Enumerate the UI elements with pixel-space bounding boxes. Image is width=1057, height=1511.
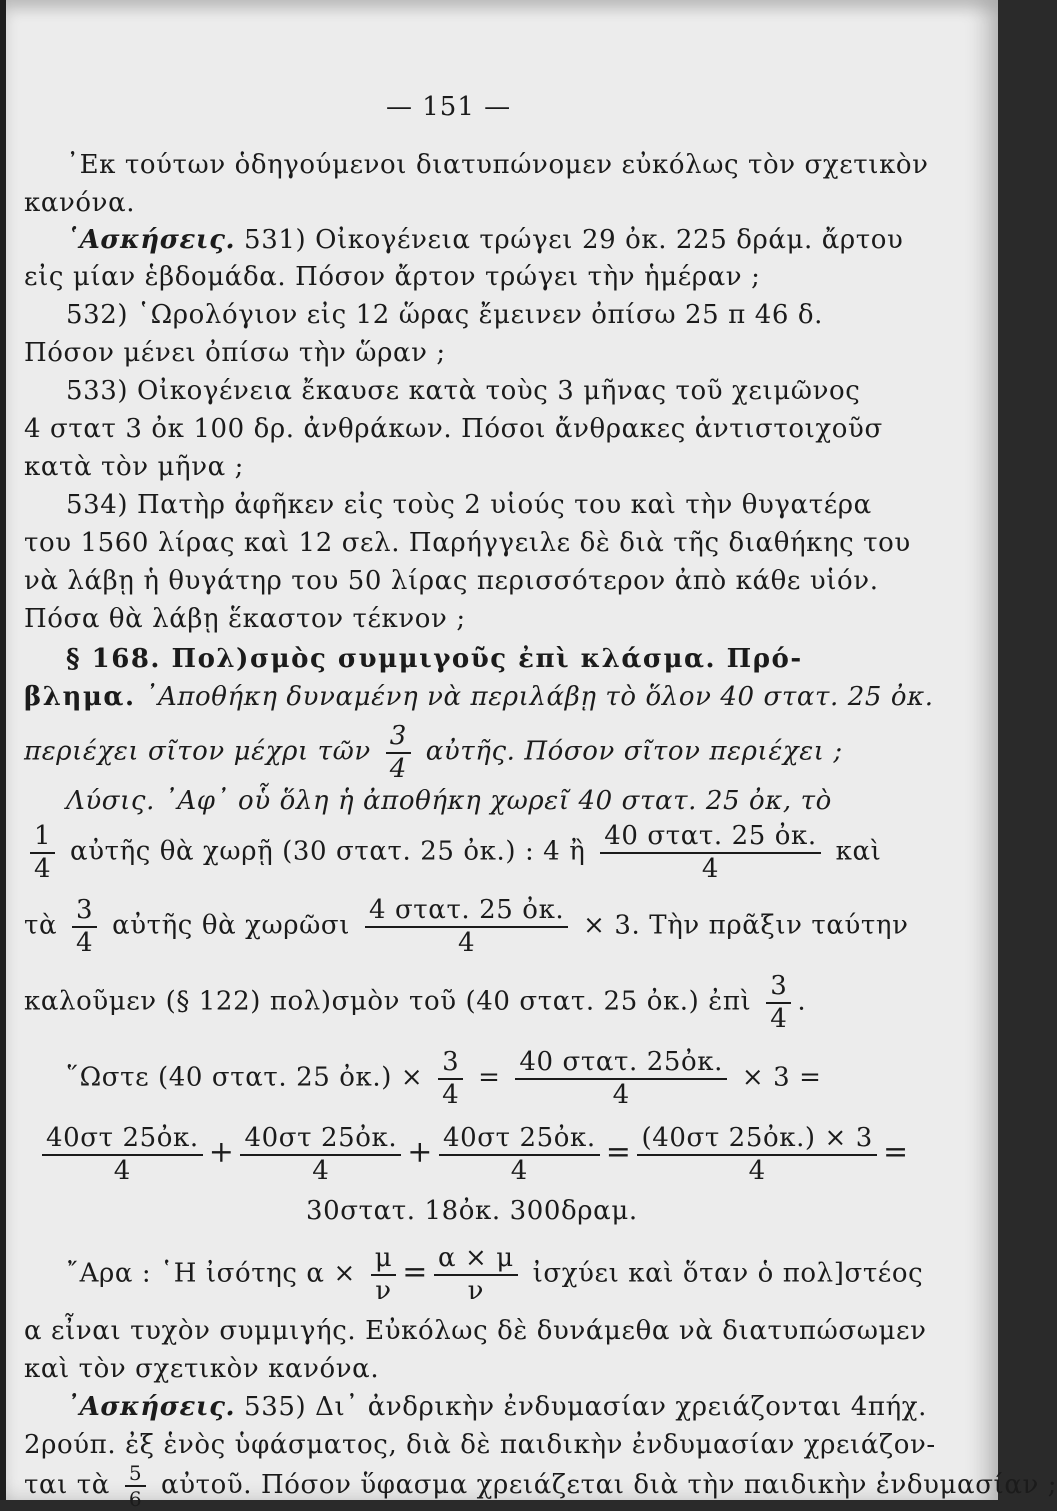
text-line: Πόσον μένει ὀπίσω τὴν ὥραν ; [24,338,446,368]
problem-line: βλημα. ᾿Αποθήκη δυναμένη νὰ περιλάβῃ τὸ ὅλον 40 στατ. 25 ὀκ. [24,682,934,712]
text-line: του 1560 λίρας καὶ 12 σελ. Παρήγγειλε δὲ διὰ τῆς διαθήκης του [24,528,911,558]
book-page [6,0,1057,1511]
fraction: $\frac{\text{40στ 25ὀκ.}}{4}$ [439,1124,600,1185]
fraction: $\frac{1}{4}$ [30,822,55,883]
equation-line: $\frac{\text{40στ 25ὀκ.}}{4}$ + $\frac{\text{40στ 25ὀκ.}}{4}$ + $\frac{\text{40στ 25ὀκ.}}{4}$ = $\frac{\text{(40στ 25ὀκ.) × 3}}{4}$ = [36,1124,909,1185]
text-line: ᾿Εκ τούτων ὁδηγούμενοι διατυπώνομεν εὐκόλως τὸν σχετικὸν [66,150,929,180]
fraction: $\frac{\mu}{\nu}$ [371,1244,397,1305]
exercise-line: ῾Ασκήσεις. 531) Οἰκογένεια τρώγει 29 ὀκ. 225 δράμ. ἄρτου [66,225,904,255]
fraction: $\frac{\text{40 στατ. 25 ὀκ.}}{4}$ [600,822,820,883]
text-line: α εἶναι τυχὸν συμμιγής. Εὐκόλως δὲ δυνάμεθα νὰ διατυπώσωμεν [24,1316,927,1346]
result-line: 30στατ. 18ὀκ. 300δραμ. [306,1196,638,1226]
equation-line: ῞Ωστε (40 στατ. 25 ὀκ.) × $\frac{3}{4}$ = $\frac{\text{40 στατ. 25ὀκ.}}{4}$ × 3 = [66,1047,822,1110]
exercises-label: ῾Ασκήσεις. [66,225,236,255]
text-line: κατὰ τὸν μῆνα ; [24,452,244,482]
solution-line: $\frac{1}{4}$ αὐτῆς θὰ χωρῇ (30 στατ. 25 ὀκ.) : 4 ἢ $\frac{\text{40 στατ. 25 ὀκ.}}{4}$ καὶ [24,822,881,883]
page-number: — 151 — [386,92,512,122]
fraction: $\frac{3}{4}$ [766,972,791,1033]
exercises-label: ᾿Ασκήσεις. [66,1392,236,1422]
section-heading: § 168. Πολ)σμὸς συμμιγοῦς ἐπὶ κλάσμα. Πρό- [66,644,803,674]
fraction: $\frac{3}{4}$ [386,722,411,783]
text-line: 534) Πατὴρ ἀφῆκεν εἰς τοὺς 2 υἱούς του καὶ τὴν θυγατέρα [66,490,872,520]
fraction: $\frac{3}{4}$ [438,1048,463,1109]
solution-line: καλοῦμεν (§ 122) πολ)σμὸν τοῦ (40 στατ. 25 ὀκ.) ἐπὶ $\frac{3}{4}$ . [24,971,807,1034]
text-line: 533) Οἰκογένεια ἔκαυσε κατὰ τοὺς 3 μῆνας τοῦ χειμῶνος [66,376,861,406]
fraction: $\frac{\text{40στ 25ὀκ.}}{4}$ [42,1124,203,1185]
text-line: καὶ τὸν σχετικὸν κανόνα. [24,1354,380,1384]
text-line: 4 στατ 3 ὀκ 100 δρ. ἀνθράκων. Πόσοι ἄνθρακες ἀντιστοιχοῦσ [24,414,883,444]
text-line: Πόσα θὰ λάβῃ ἕκαστον τέκνον ; [24,604,466,634]
fraction: $\frac{\text{40 στατ. 25ὀκ.}}{4}$ [515,1048,727,1109]
text-line: εἰς μίαν ἑβδομάδα. Πόσον ἄρτον τρώγει τὴν ἡμέραν ; [24,262,761,292]
fraction: $\frac{\text{40στ 25ὀκ.}}{4}$ [240,1124,401,1185]
text-line: ται τὰ $\frac{5}{6}$ αὐτοῦ. Πόσον ὕφασμα χρειάζεται διὰ τὴν παιδικὴν ἐνδυμασίαν ; [24,1461,1057,1511]
text-line: νὰ λάβῃ ἡ θυγάτηρ του 50 λίρας περισσότερον ἀπὸ κάθε υἱόν. [24,566,879,596]
fraction: $\frac{5}{6}$ [125,1462,146,1510]
fraction: $\frac{\text{(40στ 25ὀκ.) × 3}}{4}$ [637,1124,876,1185]
exercise-line: ᾿Ασκήσεις. 535) Δι᾿ ἀνδρικὴν ἐνδυμασίαν χρειάζονται 4πήχ. [66,1392,927,1422]
fraction: $\frac{\alpha \times \mu}{\nu}$ [434,1244,518,1305]
text-line: 532) ῾Ωρολόγιον εἰς 12 ὥρας ἔμεινεν ὀπίσω 25 π 46 δ. [66,300,824,330]
solution-line: Λύσις. ᾿Αφ᾿ οὗ ὅλη ἡ ἀποθήκη χωρεῖ 40 στατ. 25 ὀκ, τὸ [66,786,832,816]
text-line: 2ρούπ. ἐξ ἑνὸς ὑφάσματος, διὰ δὲ παιδικὴν ἐνδυμασίαν χρειάζον- [24,1430,936,1460]
problem-line: περιέχει σῖτον μέχρι τῶν $\frac{3}{4}$ αὐτῆς. Πόσον σῖτον περιέχει ; [24,721,843,784]
solution-line: ῎Αρα : ῾Η ἰσότης α × $\frac{\mu}{\nu}$ = $\frac{\alpha \times \mu}{\nu}$ ἰσχύει καὶ ὅταν ὁ πολ]στέος [66,1243,924,1306]
fraction: $\frac{\text{4 στατ. 25 ὀκ.}}{4}$ [365,896,568,957]
text-line: κανόνα. [24,188,136,218]
solution-line: τὰ $\frac{3}{4}$ αὐτῆς θὰ χωρῶσι $\frac{\text{4 στατ. 25 ὀκ.}}{4}$ × 3. Τὴν πρᾶξιν ταύτην [24,895,909,958]
fraction: $\frac{3}{4}$ [72,896,97,957]
